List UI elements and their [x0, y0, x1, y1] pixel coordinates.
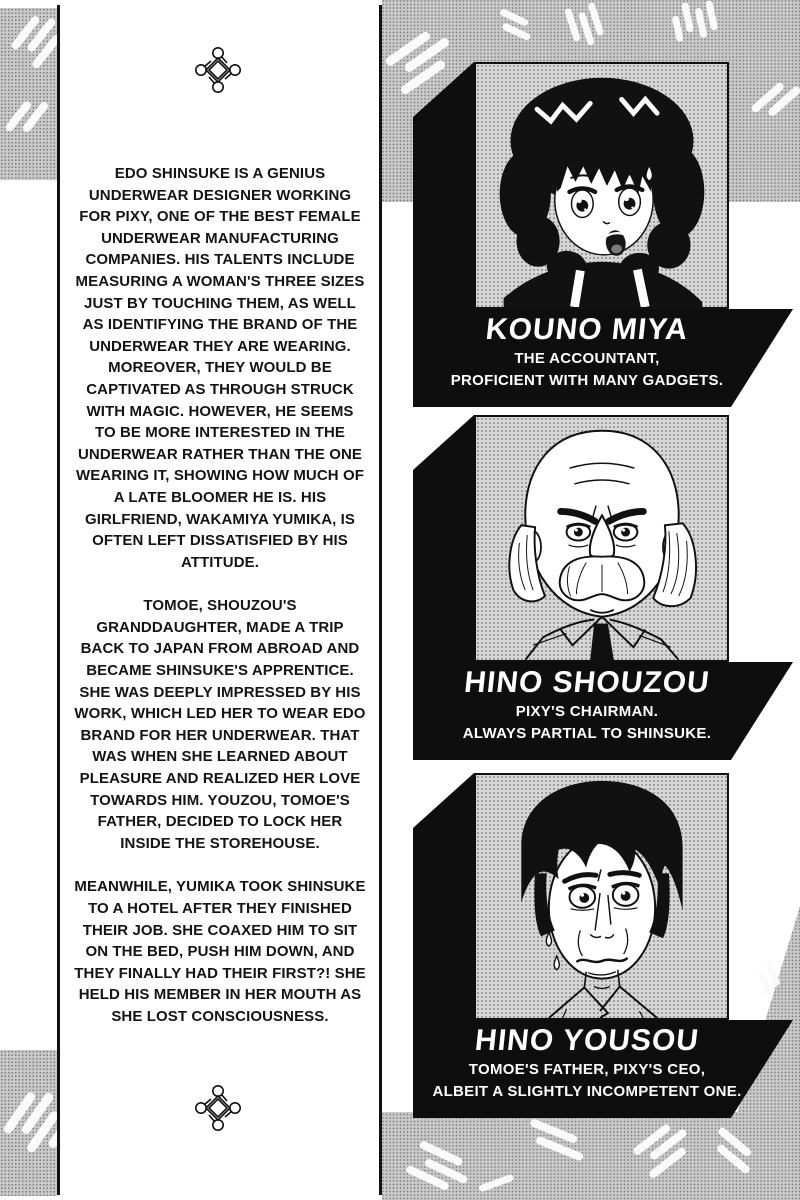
character-name: KOUNO MIYA — [484, 313, 690, 346]
portrait-illustration — [476, 64, 727, 307]
character-banner — [413, 665, 761, 745]
character-card — [413, 415, 797, 760]
character-banner — [413, 312, 761, 392]
character-description-line: PROFICIENT WITH MANY GADGETS. — [450, 372, 724, 389]
character-description-line: PIXY'S CHAIRMAN. — [515, 703, 659, 720]
synopsis-paragraph: TOMOE, SHOUZOU'S GRANDDAUGHTER, MADE A TRIP BACK TO JAPAN FROM ABROAD AND BECAME SHINSUKE'S APPRENTICE. SHE WAS DEEPLY IMPRESSED BY HIS WORK, WHICH LED HER TO WEAR EDO BRAND FOR HER UNDERWEAR. THAT WAS WHEN SHE LEARNED ABOUT PLEASURE AND REALIZED HER LOVE TOWARDS HIM. YOUZOU, TOMOE'S FATHER, DECIDED TO LOCK HER INSIDE THE STOREHOUSE. — [74, 597, 366, 852]
portrait-hino-yousou — [474, 773, 729, 1020]
character-banner — [413, 1023, 761, 1103]
portrait-hino-shouzou — [474, 415, 729, 662]
character-name: HINO SHOUZOU — [462, 666, 712, 699]
ornament-icon — [194, 46, 242, 94]
character-description-line: TOMOE'S FATHER, PIXY'S CEO, — [468, 1061, 706, 1078]
synopsis-text — [74, 163, 366, 1050]
portrait-kouno-miya — [474, 62, 729, 309]
halftone-corner-top-left — [0, 8, 57, 180]
character-card — [413, 62, 797, 407]
synopsis-paragraph: EDO SHINSUKE IS A GENIUS UNDERWEAR DESIGNER WORKING FOR PIXY, ONE OF THE BEST FEMALE UNDERWEAR MANUFACTURING COMPANIES. HIS TALENTS INCLUDE MEASURING A WOMAN'S THREE SIZES JUST BY TOUCHING THEM, AS WELL AS IDENTIFYING THE BRAND OF THE UNDERWEAR THEY ARE WEARING. MOREOVER, THEY WOULD BE CAPTIVATED AS THROUGH STRUCK WITH MAGIC. HOWEVER, HE SEEMS TO BE MORE INTERESTED IN THE UNDERWEAR RATHER THAN THE ONE WEARING IT, SHOWING HOW MUCH OF A LATE BLOOMER HE IS. HIS GIRLFRIEND, WAKAMIYA YUMIKA, IS OFTEN LEFT DISSATISFIED BY HIS ATTITUDE. — [75, 165, 365, 571]
character-name: HINO YOUSOU — [473, 1024, 701, 1057]
character-card — [413, 773, 797, 1118]
portrait-illustration — [476, 417, 727, 660]
character-description-line: ALWAYS PARTIAL TO SHINSUKE. — [462, 725, 712, 742]
character-description-line: ALBEIT A SLIGHTLY INCOMPETENT ONE. — [432, 1083, 742, 1100]
synopsis-paragraph: MEANWHILE, YUMIKA TOOK SHINSUKE TO A HOTEL AFTER THEY FINISHED THEIR JOB. SHE COAXED HIM TO SIT ON THE BED, PUSH HIM DOWN, AND THEY FINALLY HAD THEIR FIRST?! SHE HELD HIS MEMBER IN HER MOUTH AS SHE LOST CONSCIOUSNESS. — [74, 878, 366, 1025]
portrait-illustration — [476, 775, 727, 1018]
halftone-corner-bottom-left — [0, 1050, 57, 1196]
synopsis-column — [60, 0, 380, 1200]
ornament-icon — [194, 1084, 242, 1132]
character-description-line: THE ACCOUNTANT, — [514, 350, 660, 367]
